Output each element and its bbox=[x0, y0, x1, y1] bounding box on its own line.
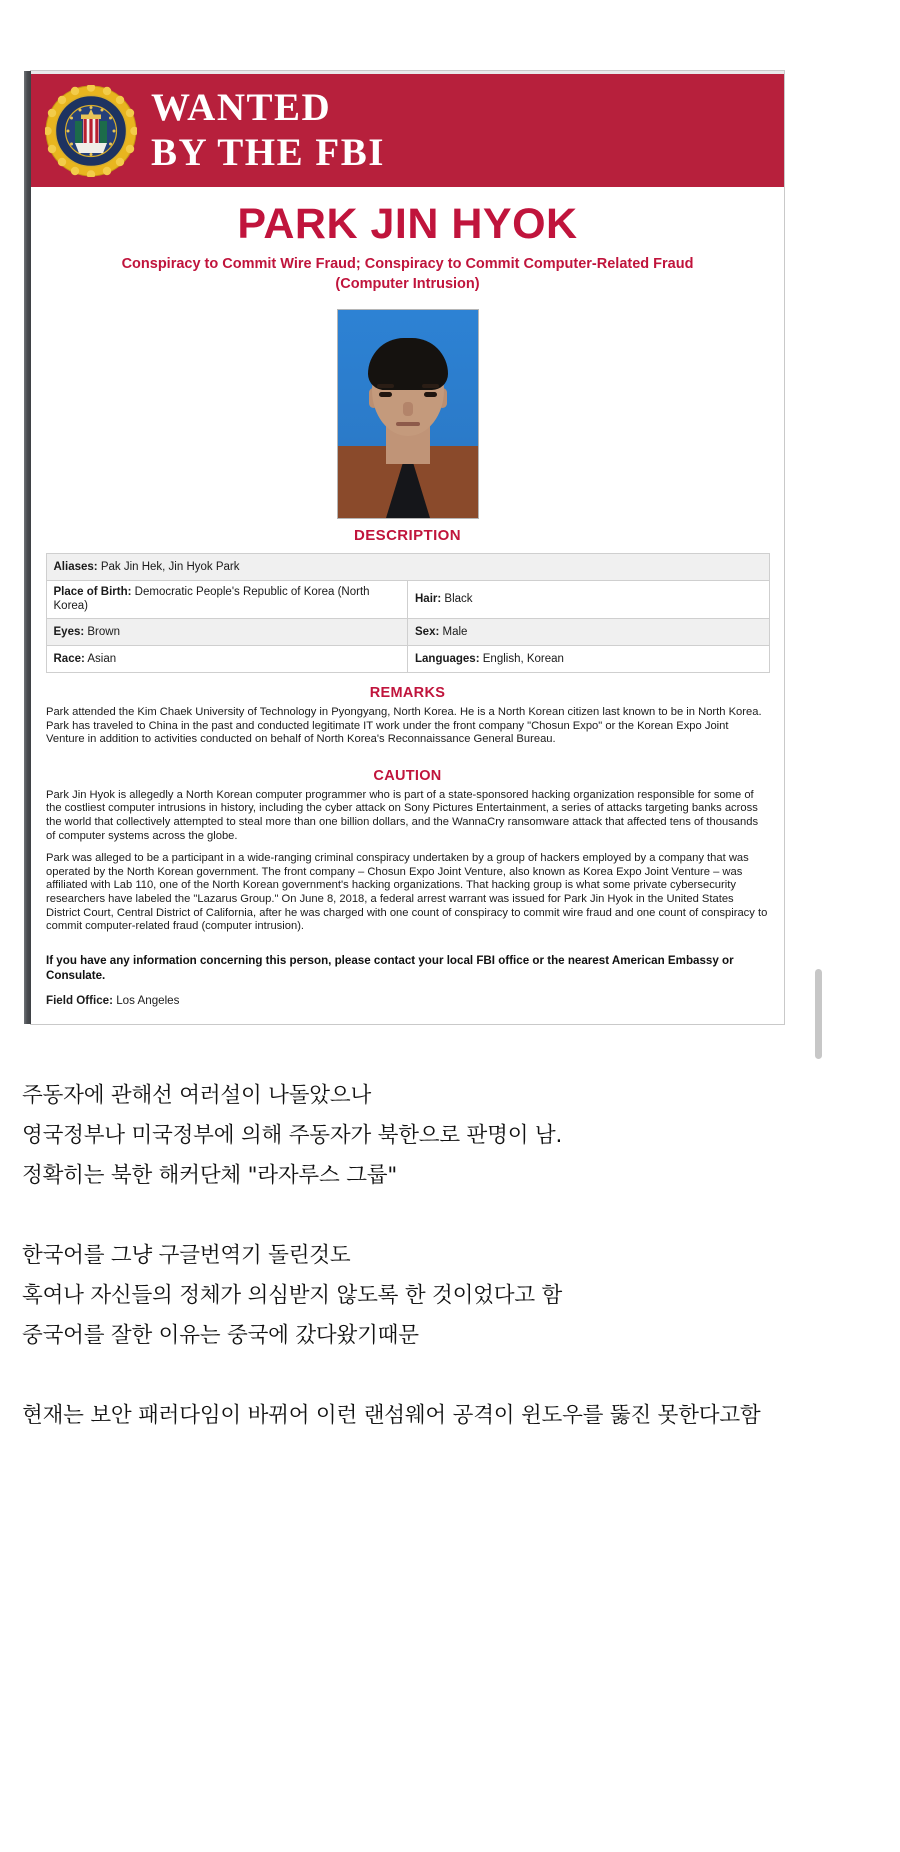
table-cell-eyes bbox=[46, 619, 408, 646]
caution-paragraph-2: Park was alleged to be a participant in a wide-ranging criminal conspiracy undertaken by a group of hackers employed by a company that was operated by the North Korean government. The front company – Chosun Expo Joint Venture, also known as Korea Expo Joint Venture – was affiliated with Lab 110, one of the North Korean government's hacking organizations. That hacking group is what some private cybersecurity researchers have labeled the "Lazarus Group." On June 8, 2018, a federal arrest warrant was issued for Park Jin Hyok in the United States District Court, Central District of California, after he was charged with one count of conspiracy to commit wire fraud and one count of conspiracy to commit computer-related fraud (computer intrusion). bbox=[46, 852, 768, 933]
table-cell-sex bbox=[408, 619, 770, 646]
table-row bbox=[46, 646, 769, 673]
caution-paragraph-1: Park Jin Hyok is allegedly a North Korean computer programmer who is part of a state-sponsored hacking organization responsible for some of the costliest computer intrusions in history, including the cyber attack on Sony Pictures Entertainment, a series of attacks targeting banks across the world that collectively attempted to steal more than one billion dollars, and the WannaCry ransomware attack that affected tens of thousands of computer systems across the globe. bbox=[46, 788, 759, 842]
eyes-value: Brown bbox=[87, 625, 120, 638]
aliases-value: Pak Jin Hek, Jin Hyok Park bbox=[100, 560, 240, 573]
table-cell-race bbox=[46, 646, 408, 673]
caption-line-6: 중국어를 잘한 이유는 중국에 갔다왔기때문 bbox=[22, 1322, 419, 1348]
caption-line-4: 한국어를 그냥 구글번역기 돌린것도 bbox=[22, 1242, 351, 1268]
description-heading: DESCRIPTION bbox=[354, 527, 461, 544]
table-cell-place-of-birth bbox=[46, 581, 408, 619]
languages-value: English, Korean bbox=[482, 652, 564, 665]
sex-value: Male bbox=[442, 625, 468, 638]
place-of-birth-key: Place of Birth: bbox=[53, 586, 132, 598]
caption-spacer-1 bbox=[22, 1196, 878, 1236]
poster-banner bbox=[31, 74, 784, 187]
table-cell-aliases bbox=[46, 554, 769, 581]
table-row bbox=[46, 619, 769, 646]
charges-line-1: Conspiracy to Commit Wire Fraud; Conspiracy to Commit Computer-Related Fraud bbox=[121, 256, 694, 272]
subject-photo bbox=[337, 309, 479, 519]
table-row bbox=[46, 581, 769, 619]
field-office-line bbox=[31, 983, 784, 1024]
subject-name: PARK JIN HYOK bbox=[237, 200, 578, 248]
wanted-poster-screenshot bbox=[24, 71, 784, 1024]
contact-instructions: If you have any information concerning this person, please contact your local FBI office or the nearest American Embassy or Consulate. bbox=[46, 953, 734, 982]
race-key: Race: bbox=[53, 652, 85, 665]
sex-key: Sex: bbox=[415, 625, 440, 638]
caption-line-5: 혹여나 자신들의 정체가 의심받지 않도록 한 것이었다고 함 bbox=[22, 1282, 563, 1308]
description-table bbox=[46, 553, 770, 673]
table-cell-hair bbox=[408, 581, 770, 619]
field-office-value: Los Angeles bbox=[116, 993, 180, 1007]
table-cell-languages bbox=[408, 646, 770, 673]
page-scrollbar-thumb[interactable] bbox=[815, 969, 822, 1059]
place-of-birth-value: Democratic People's Republic of Korea (North Korea) bbox=[53, 586, 370, 612]
fbi-wanted-poster bbox=[31, 71, 784, 1024]
banner-title-by-the-fbi: BY THE FBI bbox=[151, 130, 385, 174]
caption-line-2: 영국정부나 미국정부에 의해 주동자가 북한으로 판명이 남. bbox=[22, 1122, 563, 1148]
hair-value: Black bbox=[444, 593, 473, 605]
subject-photo-block bbox=[31, 293, 784, 519]
banner-title-group bbox=[151, 85, 385, 175]
remarks-heading: REMARKS bbox=[369, 685, 446, 701]
doj-fbi-seal-icon bbox=[45, 85, 137, 177]
eyes-key: Eyes: bbox=[53, 625, 85, 638]
charges-line-2: (Computer Intrusion) bbox=[335, 276, 480, 292]
korean-caption-body bbox=[0, 1024, 900, 1476]
caption-spacer-2 bbox=[22, 1356, 878, 1396]
caption-line-3: 정확히는 북한 해커단체 "라자루스 그룹" bbox=[22, 1162, 398, 1188]
languages-key: Languages: bbox=[415, 652, 480, 665]
field-office-key: Field Office: bbox=[46, 993, 113, 1007]
table-row bbox=[46, 554, 769, 581]
aliases-key: Aliases: bbox=[53, 560, 98, 573]
document-scrollbar-left[interactable] bbox=[24, 71, 31, 1024]
race-value: Asian bbox=[87, 652, 117, 665]
hair-key: Hair: bbox=[415, 593, 442, 605]
caution-heading: CAUTION bbox=[373, 767, 442, 784]
banner-title-wanted: WANTED bbox=[151, 85, 332, 129]
caption-line-7: 현재는 보안 패러다임이 바뀌어 이런 랜섬웨어 공격이 윈도우를 뚫진 못한다고함 bbox=[22, 1402, 761, 1428]
remarks-text: Park attended the Kim Chaek University of Technology in Pyongyang, North Korea. He is a North Korean citizen last known to be in North Korea. Park has traveled to China in the past and conducted legitimate IT work under the front company "Chosun Expo" or the Korean Expo Joint Venture in addition to activities conducted on behalf of North Korea's Reconnaissance General Bureau. bbox=[46, 706, 762, 746]
caption-line-1: 주동자에 관해선 여러설이 나돌았으나 bbox=[22, 1082, 372, 1108]
